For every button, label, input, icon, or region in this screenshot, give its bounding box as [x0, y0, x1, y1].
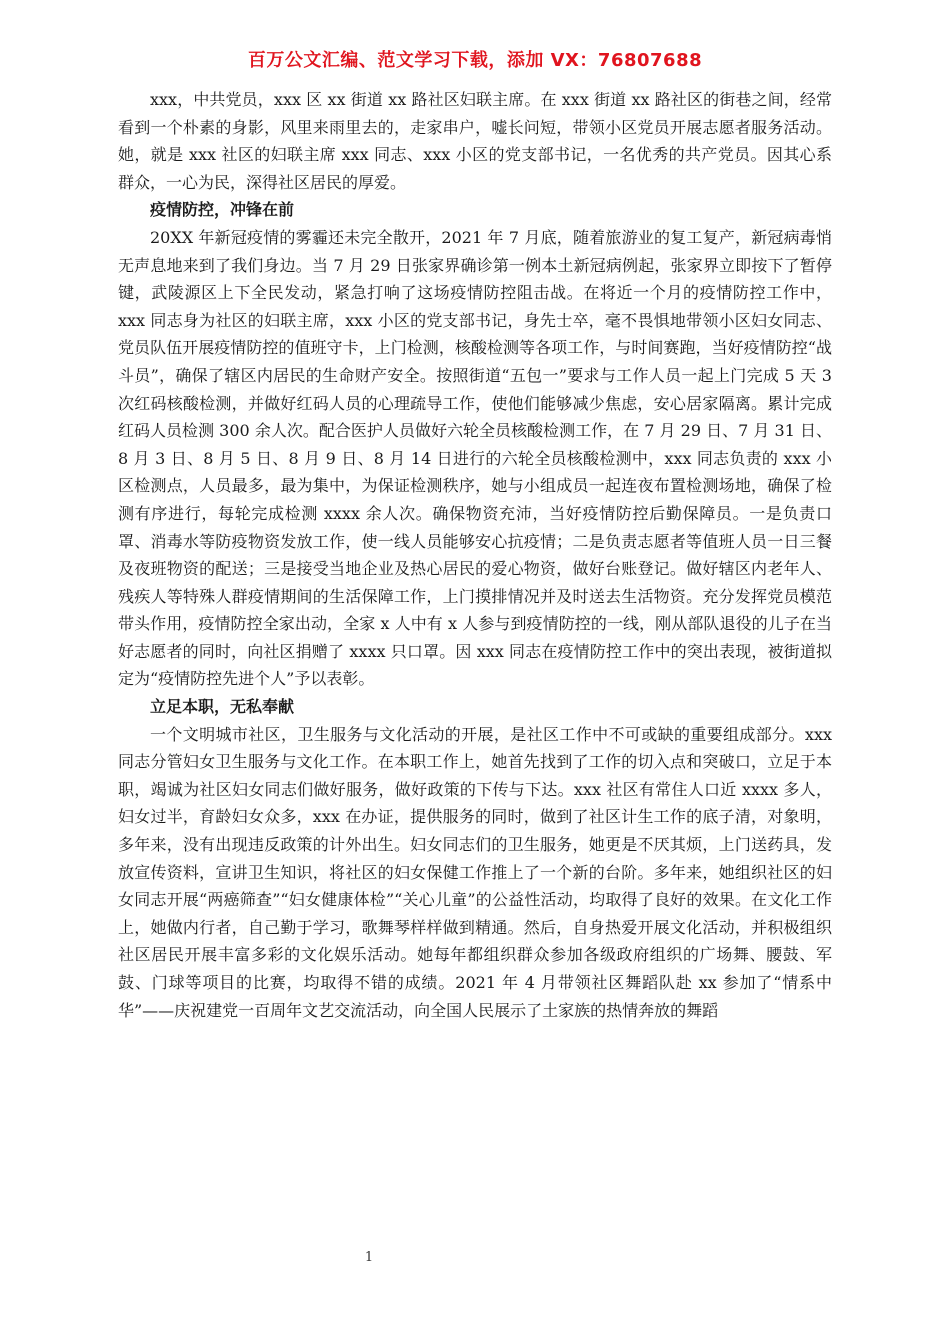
section-heading-duty: 立足本职，无私奉献 [150, 697, 295, 717]
section-paragraph-epidemic: 20XX 年新冠疫情的雾霾还未完全散开，2021 年 7 月底，随着旅游业的复工复产，新冠病毒悄无声息地来到了我们身边。当 7 月 29 日张家界确诊第一例本土新冠病例起，张家界立即按下了暂停键，武陵源区上下全民发动，紧急打响了这场疫情防控阻击战。在将近一个月的疫情防控工作中，xxx 同志身为社区的妇联主席，xxx 小区的党支部书记，身先士卒，毫不畏惧地带领小区妇女同志、党员队伍开展疫情防控的值班守卡，上门检测，核酸检测等各项工作，与时间赛跑，当好疫情防控“战斗员”，确保了辖区内居民的生命财产安全。按照街道“五包一”要求与工作人员一起上门完成 5 天 3 次红码核酸检测，并做好红码人员的心理疏导工作，使他们能够减少焦虑，安心居家隔离。累计完成红码人员检测 300 余人次。配合医护人员做好六轮全员核酸检测工作，在 7 月 29 日、7 月 31 日、8 月 3 日、8 月 5 日、8 月 9 日、8 月 14 日进行的六轮全员核酸检测中，xxx 同志负责的 xxx 小区检测点，人员最多，最为集中，为保证检测秩序，她与小组成员一起连夜布置检测场地，确保了检测有序进行，每轮完成检测 xxxx 余人次。确保物资充沛，当好疫情防控后勤保障员。一是负责口罩、消毒水等防疫物资发放工作，使一线人员能够安心抗疫情；二是负责志愿者等值班人员一日三餐及夜班物资的配送；三是接受当地企业及热心居民的爱心物资，做好台账登记。做好辖区内老年人、残疾人等特殊人群疫情期间的生活保障工作，上门摸排情况并及时送去生活物资。充分发挥党员模范带头作用，疫情防控全家出动，全家 x 人中有 x 人参与到疫情防控的一线，刚从部队退役的儿子在当好志愿者的同时，向社区捐赠了 xxxx 只口罩。因 xxx 同志在疫情防控工作中的突出表现，被街道拟定为“疫情防控先进个人”予以表彰。 [118, 227, 832, 689]
document-body [118, 86, 832, 1024]
page-number: 1 [364, 1250, 374, 1265]
section-heading-epidemic: 疫情防控，冲锋在前 [150, 200, 295, 220]
intro-paragraph: xxx，中共党员，xxx 区 xx 街道 xx 路社区妇联主席。在 xxx 街道 xx 路社区的街巷之间，经常看到一个朴素的身影，风里来雨里去的，走家串户，嘘长问短，带领小区党员开展志愿者服务活动。她，就是 xxx 社区的妇联主席 xxx 同志、xxx 小区的党支部书记，一名优秀的共产党员。因其心系群众，一心为民，深得社区居民的厚爱。 [118, 90, 832, 192]
header-banner: 百万公文汇编、范文学习下载，添加 VX：76807688 [247, 50, 703, 71]
section-paragraph-duty: 一个文明城市社区，卫生服务与文化活动的开展，是社区工作中不可或缺的重要组成部分。xxx 同志分管妇女卫生服务与文化工作。在本职工作上，她首先找到了工作的切入点和突破口，立足于本职，竭诚为社区妇女同志们做好服务，做好政策的下传与下达。xxx 社区有常住人口近 xxxx 多人，妇女过半，育龄妇女众多，xxx 在办证，提供服务的同时，做到了社区计生工作的底子清，对象明，多年来，没有出现违反政策的计外出生。妇女同志们的卫生服务，她更是不厌其烦，上门送药具，发放宣传资料，宣讲卫生知识，将社区的妇女保健工作推上了一个新的台阶。多年来，她组织社区的妇女同志开展“两癌筛查”“妇女健康体检”“关心儿童”的公益性活动，均取得了良好的效果。在文化工作上，她做内行者，自己勤于学习，歌舞琴样样做到精通。然后，自身热爱开展文化活动，并积极组织社区居民开展丰富多彩的文化娱乐活动。她每年都组织群众参加各级政府组织的广场舞、腰鼓、军鼓、门球等项目的比赛，均取得不错的成绩。2021 年 4 月带领社区舞蹈队赴 xx 参加了“情系中华”——庆祝建党一百周年文艺交流活动，向全国人民展示了土家族的热情奔放的舞蹈 [118, 724, 832, 1020]
